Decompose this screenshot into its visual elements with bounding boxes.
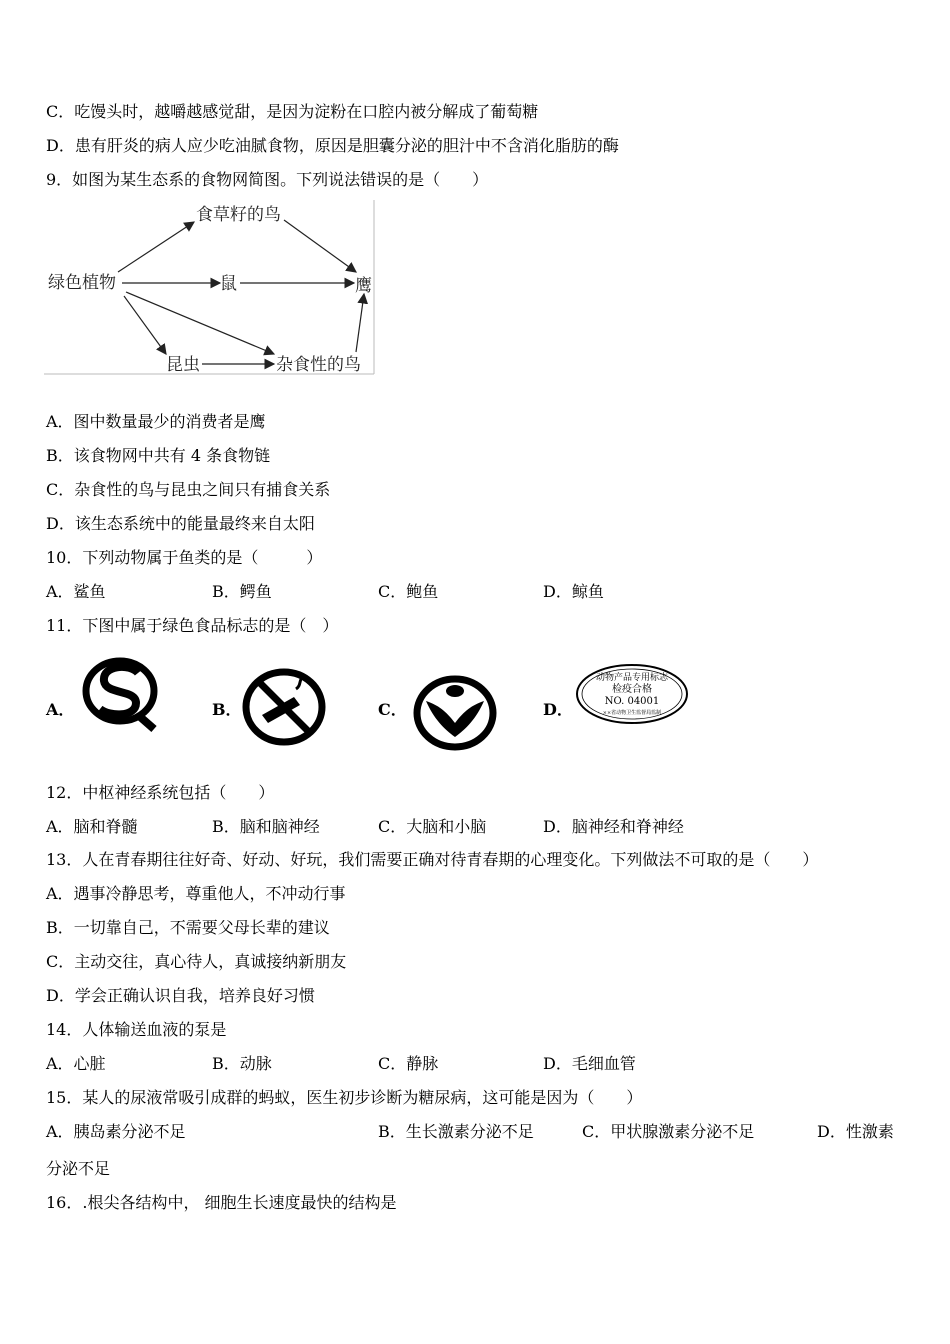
q12-option-d: D．脑神经和脊神经 bbox=[543, 817, 684, 836]
q12-stem: 12．中枢神经系统包括（ ） bbox=[46, 783, 275, 802]
q11-label-a: A． bbox=[46, 700, 75, 719]
q10-option-a: A．鲨鱼 bbox=[46, 582, 106, 601]
q15-option-d-continued: 分泌不足 bbox=[46, 1159, 111, 1178]
q10-stem: 10．下列动物属于鱼类的是（ ） bbox=[46, 548, 323, 567]
green-food-logo bbox=[412, 675, 498, 751]
node-seed-bird: 食草籽的鸟 bbox=[196, 205, 281, 225]
q16-stem: 16．.根尖各结构中， 细胞生长速度最快的结构是 bbox=[46, 1193, 397, 1212]
quality-safety-s-logo bbox=[80, 655, 164, 733]
node-mouse: 鼠 bbox=[220, 274, 237, 294]
q9-option-d: D．该生态系统中的能量最终来自太阳 bbox=[46, 514, 315, 533]
q8-option-d: D．患有肝炎的病人应少吃油腻食物，原因是胆囊分泌的胆汁中不含消化脂肪的酶 bbox=[46, 136, 619, 155]
node-green-plant: 绿色植物 bbox=[48, 273, 116, 293]
logo-d-mid-text: 检疫合格 bbox=[612, 684, 652, 695]
q13-option-b: B．一切靠自己，不需要父母长辈的建议 bbox=[46, 918, 330, 937]
q9-option-c: C．杂食性的鸟与昆虫之间只有捕食关系 bbox=[46, 480, 331, 499]
animal-product-quarantine-logo bbox=[574, 662, 690, 726]
q10-option-b: B．鳄鱼 bbox=[212, 582, 272, 601]
q11-stem: 11．下图中属于绿色食品标志的是（ ） bbox=[46, 616, 339, 635]
q13-option-a: A．遇事冷静思考，尊重他人，不冲动行事 bbox=[46, 884, 346, 903]
q14-option-d: D．毛细血管 bbox=[543, 1054, 636, 1073]
q14-option-b: B．动脉 bbox=[212, 1054, 272, 1073]
q15-option-b: B．生长激素分泌不足 bbox=[378, 1122, 534, 1141]
q12-option-c: C．大脑和小脑 bbox=[378, 817, 487, 836]
q10-option-c: C．鲍鱼 bbox=[378, 582, 439, 601]
q8-option-c: C．吃馒头时，越嚼越感觉甜，是因为淀粉在口腔内被分解成了葡萄糖 bbox=[46, 102, 539, 121]
node-omnivorous-bird: 杂食性的鸟 bbox=[276, 355, 361, 375]
q13-stem: 13．人在青春期往往好奇、好动、好玩，我们需要正确对待青春期的心理变化。下列做法不可取的是（ ） bbox=[46, 850, 819, 869]
q10-option-d: D．鲸鱼 bbox=[543, 582, 604, 601]
arrow-seedbird-hawk bbox=[284, 220, 356, 272]
arrow-plant-seedbird bbox=[118, 222, 194, 272]
q11-label-d: D． bbox=[543, 700, 573, 719]
q13-option-c: C．主动交往，真心待人，真诚接纳新朋友 bbox=[46, 952, 347, 971]
q14-option-c: C．静脉 bbox=[378, 1054, 439, 1073]
node-hawk: 鹰 bbox=[355, 276, 372, 296]
q15-option-d: D．性激素 bbox=[817, 1122, 894, 1141]
arrow-plant-omnibird bbox=[126, 292, 274, 354]
no-smoking-logo bbox=[240, 667, 328, 747]
q12-option-b: B．脑和脑神经 bbox=[212, 817, 320, 836]
node-insect: 昆虫 bbox=[166, 355, 200, 375]
arrow-plant-insect bbox=[124, 296, 166, 354]
q12-option-a: A．脑和脊髓 bbox=[46, 817, 138, 836]
q9-stem: 9．如图为某生态系的食物网简图。下列说法错误的是（ ） bbox=[46, 170, 489, 189]
logo-d-top-text: 动物产品专用标志 bbox=[595, 673, 669, 683]
arrow-omnibird-hawk bbox=[356, 294, 364, 352]
q15-option-a: A．胰岛素分泌不足 bbox=[46, 1122, 186, 1141]
logo-d-bottom-text: ××省动物卫生监督局监制 bbox=[602, 710, 662, 716]
q14-stem: 14．人体输送血液的泵是 bbox=[46, 1020, 227, 1039]
q9-option-b: B．该食物网中共有 4 条食物链 bbox=[46, 446, 271, 465]
logo-d-number: NO. 04001 bbox=[604, 696, 660, 707]
q11-label-c: C． bbox=[378, 700, 407, 719]
q9-option-a: A．图中数量最少的消费者是鹰 bbox=[46, 412, 266, 431]
food-web-diagram bbox=[44, 200, 376, 376]
q15-stem: 15．某人的尿液常吸引成群的蚂蚁，医生初步诊断为糖尿病，这可能是因为（ ） bbox=[46, 1088, 643, 1107]
q11-label-b: B． bbox=[212, 700, 242, 719]
q14-option-a: A．心脏 bbox=[46, 1054, 106, 1073]
q15-option-c: C．甲状腺激素分泌不足 bbox=[582, 1122, 755, 1141]
q13-option-d: D．学会正确认识自我，培养良好习惯 bbox=[46, 986, 315, 1005]
